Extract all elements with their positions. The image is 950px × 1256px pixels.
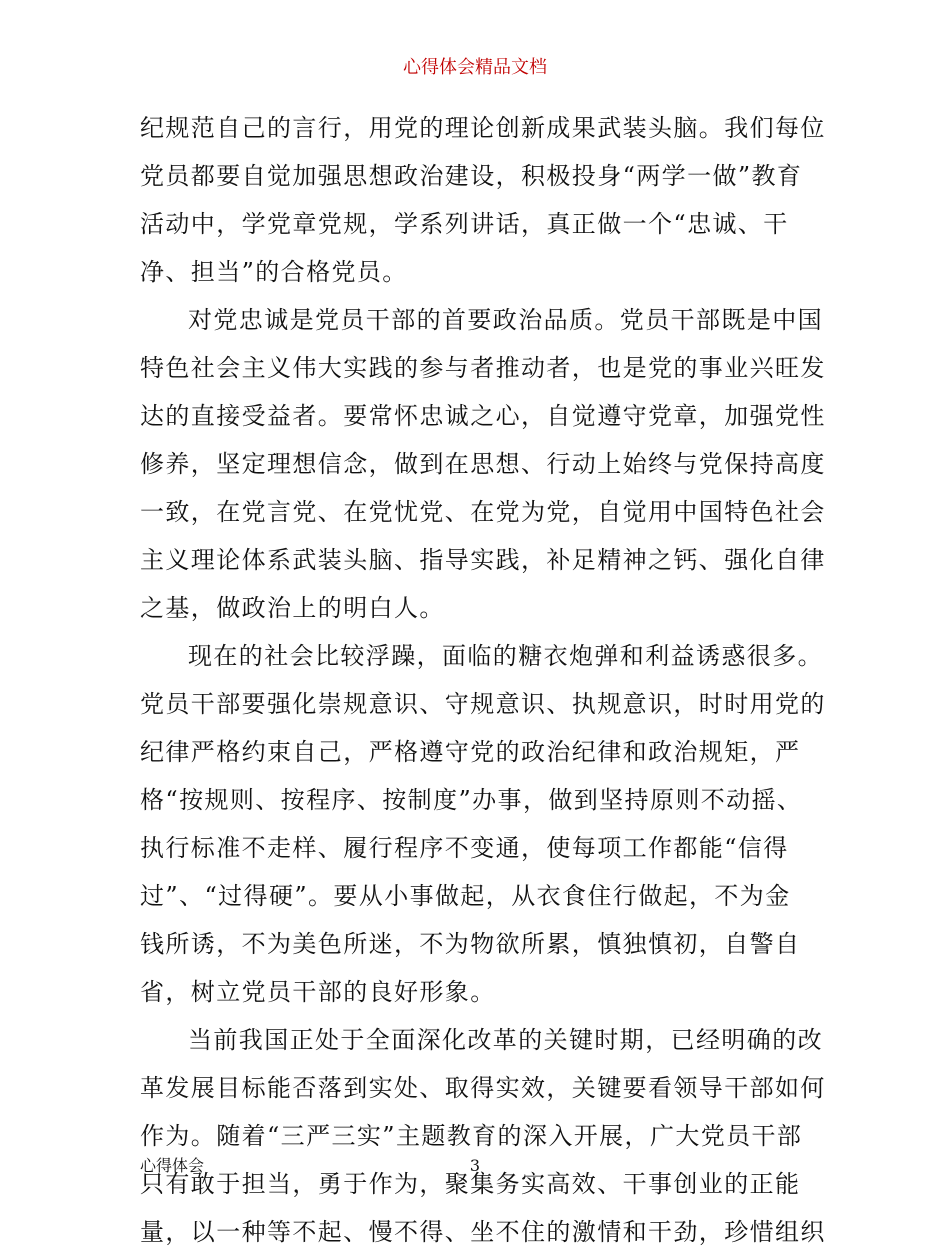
text-line: 党员干部要强化崇规意识、守规意识、执规意识，时时用党的 — [140, 690, 826, 718]
text-line: 之基，做政治上的明白人。 — [140, 594, 445, 622]
text-line: 一致，在党言党、在党忧党、在党为党，自觉用中国特色社会 — [140, 498, 826, 526]
text-line: 纪规范自己的言行，用党的理论创新成果武装头脑。我们每位 — [140, 114, 826, 142]
document-body — [140, 104, 826, 1256]
text-line: 特色社会主义伟大实践的参与者推动者，也是党的事业兴旺发 — [140, 354, 826, 382]
text-line: 主义理论体系武装头脑、指导实践，补足精神之钙、强化自律 — [140, 546, 826, 574]
text-line: 量，以一种等不起、慢不得、坐不住的激情和干劲，珍惜组织 — [140, 1218, 826, 1246]
paragraph-first-line: 现在的社会比较浮躁，面临的糖衣炮弹和利益诱惑很多。 — [188, 642, 823, 670]
text-line: 格“按规则、按程序、按制度”办事，做到坚持原则不动摇、 — [140, 786, 803, 814]
paragraph-first-line: 对党忠诚是党员干部的首要政治品质。党员干部既是中国 — [188, 306, 823, 334]
text-line: 达的直接受益者。要常怀忠诚之心，自觉遵守党章，加强党性 — [140, 402, 826, 430]
text-line: 作为。随着“三严三实”主题教育的深入开展，广大党员干部 — [140, 1122, 803, 1150]
text-line: 纪律严格约束自己，严格遵守党的政治纪律和政治规矩，严 — [140, 738, 801, 766]
text-line: 执行标准不走样、履行程序不变通，使每项工作都能“信得 — [140, 834, 789, 862]
text-line: 革发展目标能否落到实处、取得实效，关键要看领导干部如何 — [140, 1074, 826, 1102]
paragraph-first-line: 当前我国正处于全面深化改革的关键时期，已经明确的改 — [188, 1026, 823, 1054]
footer-label: 心得体会 — [140, 1156, 205, 1175]
text-line: 过”、“过得硬”。要从小事做起，从衣食住行做起，不为金 — [140, 882, 791, 910]
text-line: 只有敢于担当，勇于作为，聚集务实高效、干事创业的正能 — [140, 1170, 801, 1198]
text-line: 净、担当”的合格党员。 — [140, 258, 408, 286]
text-line: 活动中，学党章党规，学系列讲话，真正做一个“忠诚、干 — [140, 210, 789, 238]
text-line: 修养，坚定理想信念，做到在思想、行动上始终与党保持高度 — [140, 450, 826, 478]
page-number: 3 — [469, 1156, 481, 1175]
text-line: 省，树立党员干部的良好形象。 — [140, 978, 496, 1006]
text-line: 党员都要自觉加强思想政治建设，积极投身“两学一做”教育 — [140, 162, 803, 190]
text-line: 钱所诱，不为美色所迷，不为物欲所累，慎独慎初，自警自 — [140, 930, 801, 958]
page-header-title: 心得体会精品文档 — [403, 57, 547, 78]
